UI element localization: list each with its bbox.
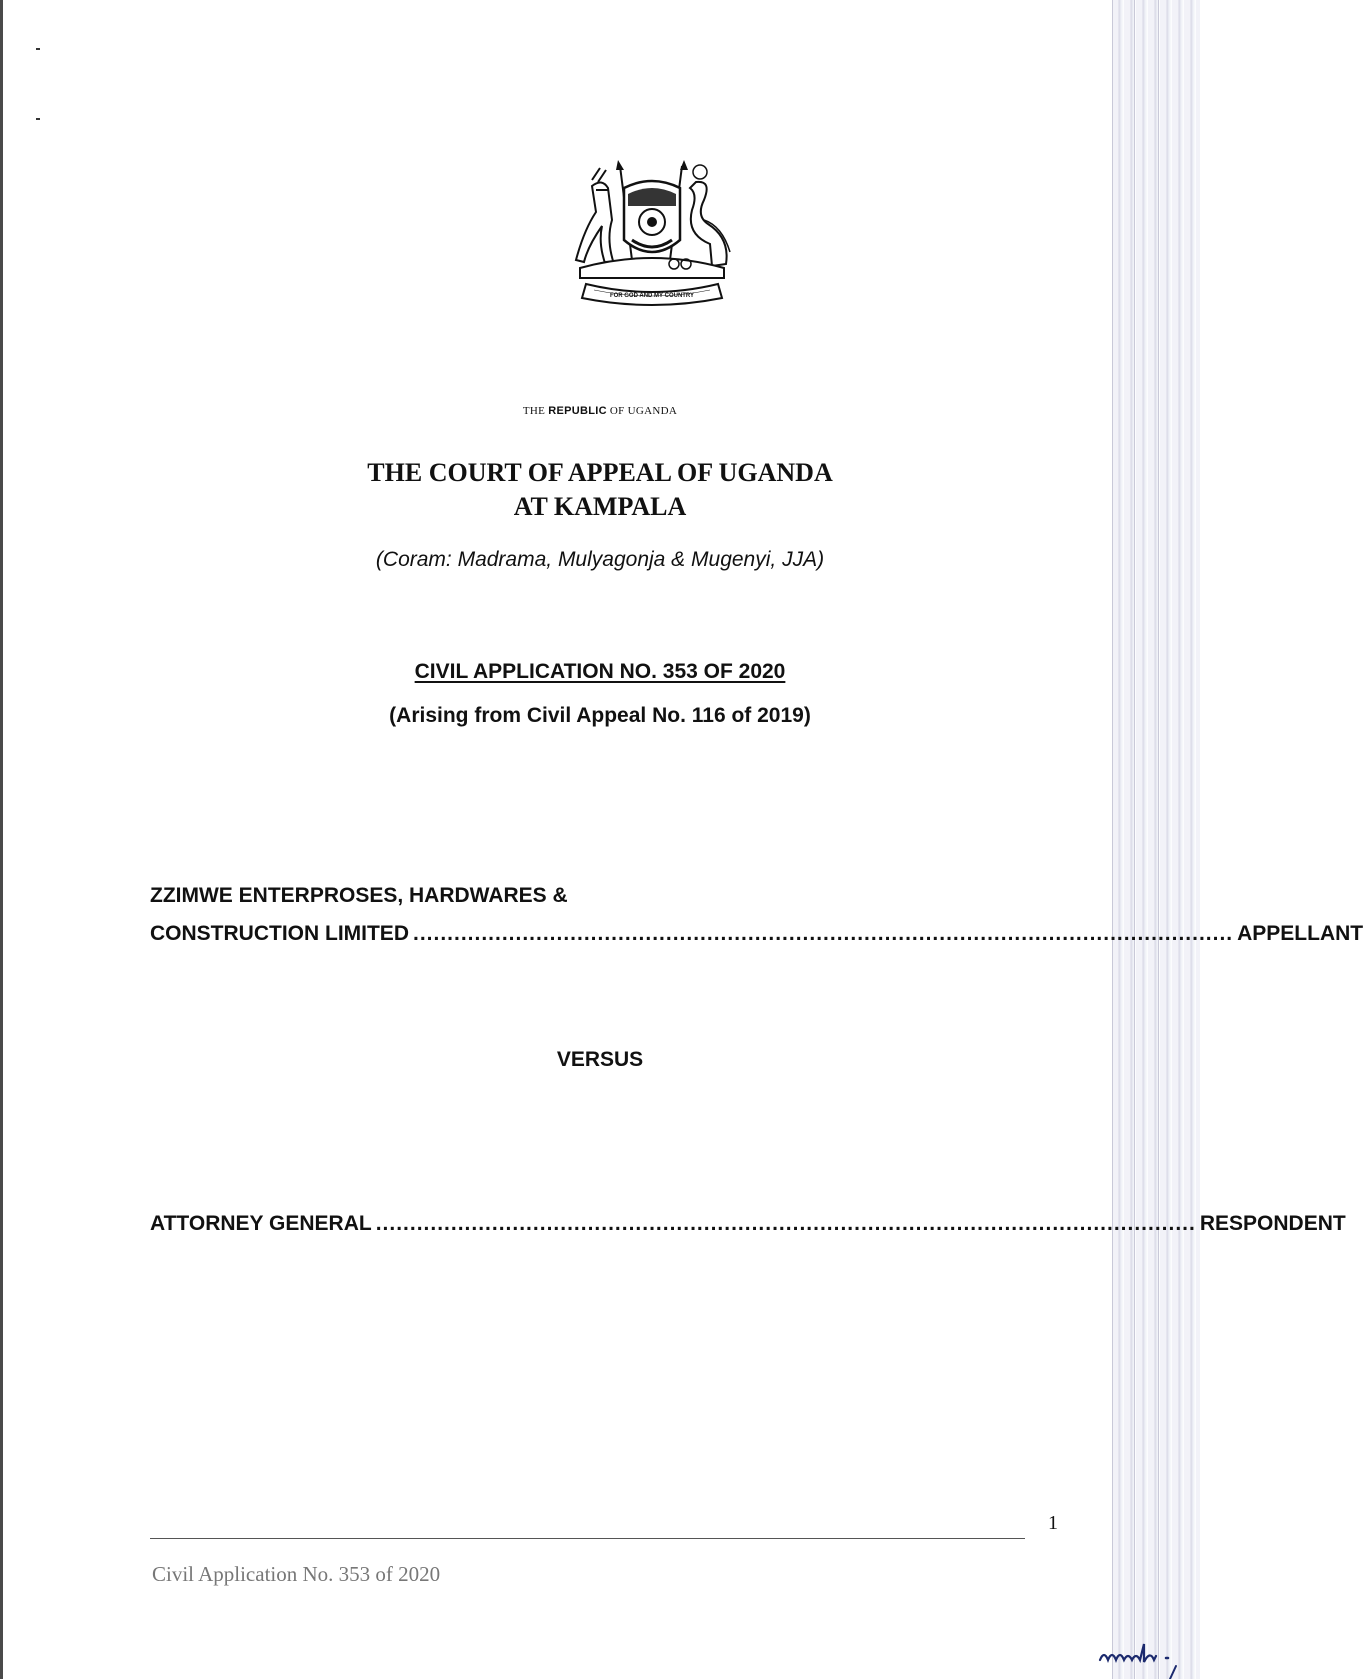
- scan-left-edge: [0, 0, 3, 1679]
- republic-prefix: THE: [522, 405, 546, 417]
- republic-suffix: OF UGANDA: [609, 405, 678, 417]
- scan-speck: [36, 48, 40, 50]
- case-number-text: CIVIL APPLICATION NO. 353 OF 2020: [414, 660, 786, 683]
- court-title: THE COURT OF APPEAL OF UGANDA: [367, 458, 833, 487]
- appellant-row: [150, 922, 1363, 946]
- page-stack-line: [1134, 0, 1135, 1679]
- versus-label: VERSUS: [556, 1048, 644, 1071]
- respondent-row: [150, 1212, 1346, 1236]
- case-number: [0, 660, 1200, 684]
- court-location: AT KAMPALA: [513, 492, 687, 521]
- leader-dots: ........................................................................................................................: [375, 1212, 1196, 1235]
- respondent-name: ATTORNEY GENERAL: [150, 1212, 372, 1235]
- case-arising: (Arising from Civil Appeal No. 116 of 2019): [389, 704, 811, 727]
- coat-of-arms-emblem: [562, 160, 742, 310]
- republic-heading: [0, 405, 1200, 417]
- republic-word: REPUBLIC: [548, 405, 607, 417]
- crest-motto: FOR GOD AND MY COUNTRY: [609, 293, 695, 299]
- appellant-name-line1: ZZIMWE ENTERPROSES, HARDWARES &: [150, 884, 568, 907]
- page-stack-line: [1112, 0, 1113, 1679]
- page-number: 1: [1048, 1512, 1058, 1534]
- page-stack-edge: [1112, 0, 1200, 1679]
- appellant-name-line2: CONSTRUCTION LIMITED: [150, 922, 409, 945]
- appellant-role: APPELLANT: [1237, 922, 1363, 945]
- page-stack-line: [1158, 0, 1159, 1679]
- scan-speck: [36, 118, 40, 120]
- coram-line: (Coram: Madrama, Mulyagonja & Mugenyi, JJA): [375, 548, 825, 571]
- footer-citation: Civil Application No. 353 of 2020: [152, 1562, 441, 1586]
- handwritten-signature: [1096, 1630, 1192, 1679]
- leader-dots: ........................................................................................................................: [412, 922, 1234, 945]
- respondent-role: RESPONDENT: [1199, 1212, 1346, 1235]
- footer-divider: [150, 1538, 1025, 1539]
